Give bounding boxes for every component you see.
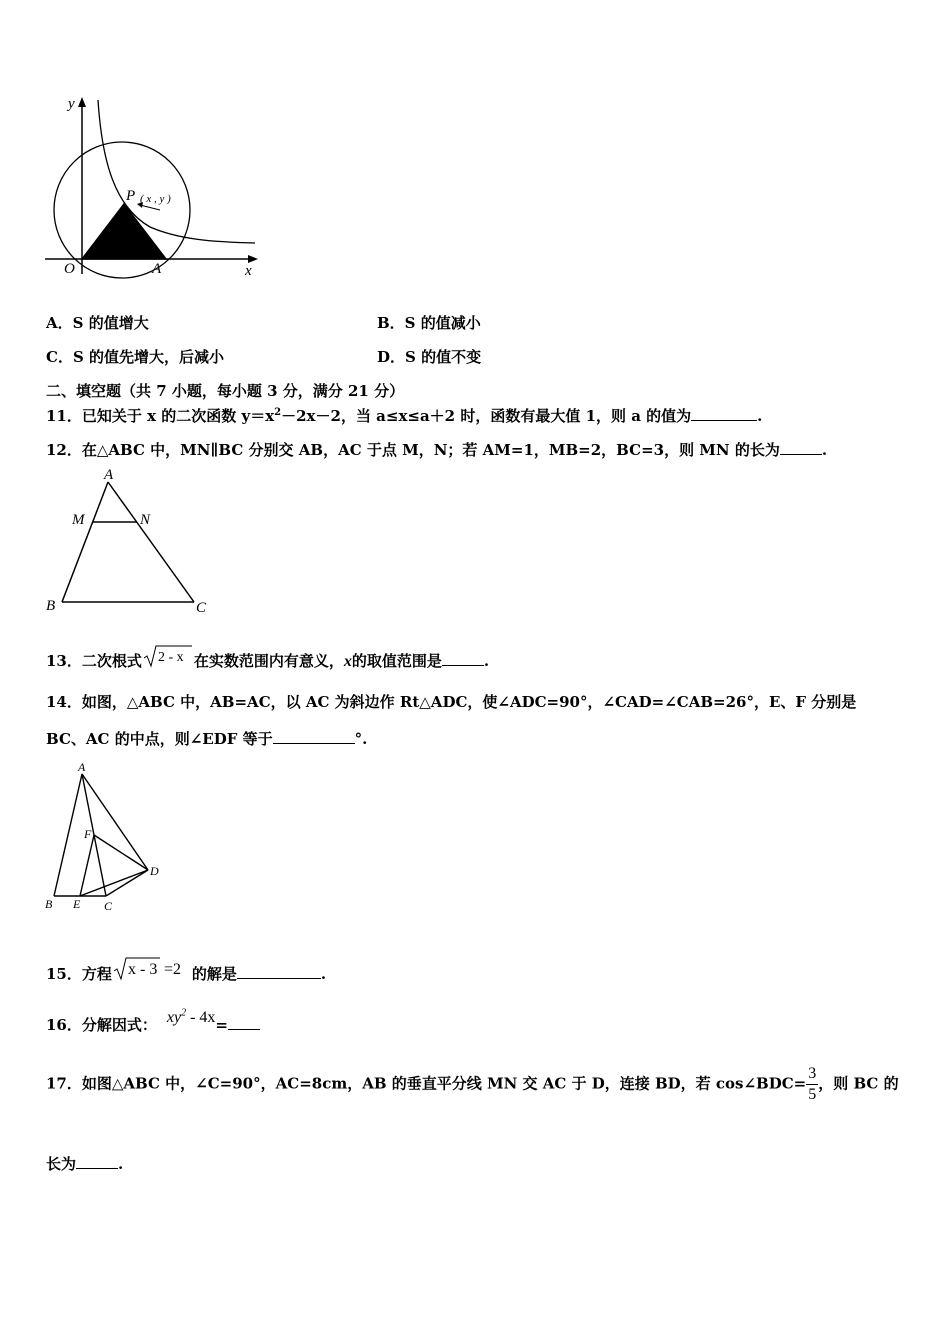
label-p-coords: ( x , y ) <box>140 193 171 205</box>
question-16 <box>46 1007 260 1035</box>
q16-equals: = <box>215 1016 228 1034</box>
label-b: B <box>46 598 56 614</box>
q14-figure <box>40 758 180 918</box>
q11-end: . <box>757 407 763 425</box>
q16-answer-blank[interactable] <box>228 1015 260 1030</box>
q10-figure <box>40 92 270 282</box>
side-ac <box>108 482 194 602</box>
segment-fd <box>94 835 148 870</box>
q16-text-1: 16．分解因式： <box>46 1016 157 1034</box>
q13-text-3: 的取值范围是 <box>351 652 442 670</box>
option-b: B．S 的值减小 <box>377 314 481 332</box>
question-17 <box>46 1064 899 1105</box>
q15-end: . <box>320 965 327 983</box>
q11-text-1: 11．已知关于 x 的二次函数 y＝x <box>46 407 275 425</box>
label-x: x <box>245 263 252 279</box>
label-m: M <box>72 512 85 528</box>
q15-equals: =2 <box>163 961 181 978</box>
q11-sup: 2 <box>274 407 282 418</box>
q13-answer-blank[interactable] <box>442 651 484 666</box>
label-a: A <box>152 261 162 277</box>
option-c: C．S 的值先增大，后减小 <box>46 348 224 366</box>
q15-radicand: x - 3 <box>127 961 158 978</box>
question-13 <box>46 644 489 671</box>
segment-ef <box>80 835 94 896</box>
side-ab <box>62 482 108 602</box>
q14-text-2: BC、AC 的中点，则∠EDF 等于 <box>46 730 273 748</box>
option-d: D．S 的值不变 <box>377 348 482 366</box>
q12-text: 12．在△ABC 中，MN∥BC 分别交 AB，AC 于点 M，N；若 AM=1，MB=2，BC=3，则 MN 的长为 <box>46 441 780 459</box>
q13-text-2: 在实数范围内有意义， <box>193 652 344 670</box>
q15-radical <box>112 955 192 983</box>
y-axis-arrow <box>78 97 86 107</box>
label-b: B <box>45 897 53 911</box>
label-f: F <box>84 827 92 841</box>
label-d: D <box>150 864 159 878</box>
q16-expr <box>167 1009 216 1026</box>
label-o: O <box>64 261 75 277</box>
label-a: A <box>78 760 86 774</box>
p-pointer <box>140 205 160 210</box>
question-15 <box>46 955 326 984</box>
question-14-line-2 <box>46 728 367 749</box>
label-n: N <box>140 512 151 528</box>
q17-frac-den: 5 <box>808 1086 817 1103</box>
q13-text-1: 13．二次根式 <box>46 652 142 670</box>
question-11 <box>46 405 762 426</box>
x-axis-arrow <box>248 255 258 263</box>
q17-end: . <box>118 1155 124 1173</box>
q13-radical <box>142 644 194 670</box>
q17-frac-num: 3 <box>806 1064 818 1085</box>
question-12 <box>46 439 827 460</box>
question-17-line-2 <box>46 1153 123 1174</box>
q17-text-1: 17．如图△ABC 中，∠C=90°，AC=8cm，AB 的垂直平分线 MN 交 AC 于 D，连接 BD，若 cos∠BDC= <box>46 1074 807 1093</box>
q16-expr-2: - 4x <box>186 1009 216 1026</box>
q12-figure <box>40 464 220 616</box>
q17-text-2: ，则 BC 的 <box>818 1074 899 1093</box>
q11-text-2: －2x－2，当 a≤x≤a＋2 时，函数有最大值 1，则 a 的值为 <box>281 407 692 425</box>
q17-fraction <box>806 1064 818 1105</box>
side-ab <box>54 774 82 896</box>
q12-answer-blank[interactable] <box>780 440 822 455</box>
q17-line-2-text: 长为 <box>46 1155 77 1173</box>
q12-end: . <box>821 441 828 459</box>
question-14-line-1: 14．如图，△ABC 中，AB=AC，以 AC 为斜边作 Rt△ADC，使∠ADC=90°，∠CAD=∠CAB=26°，E、F 分别是 <box>46 693 857 711</box>
label-c: C <box>104 899 113 913</box>
option-a: A．S 的值增大 <box>46 314 149 332</box>
q17-answer-blank[interactable] <box>76 1154 118 1169</box>
q15-answer-blank[interactable] <box>237 964 321 979</box>
section-heading: 二、填空题（共 7 小题，每小题 3 分，满分 21 分） <box>46 382 405 400</box>
q16-expr-1: xy <box>166 1009 182 1026</box>
q14-answer-blank[interactable] <box>273 729 355 744</box>
q14-end: °. <box>354 730 368 748</box>
q13-var: x <box>343 653 352 670</box>
q15-text-2: 的解是 <box>191 965 237 983</box>
label-y: y <box>68 96 75 112</box>
shaded-triangle <box>82 204 166 259</box>
label-c: C <box>196 600 207 616</box>
segment-ed <box>80 870 148 896</box>
q16-sup: 2 <box>181 1007 187 1019</box>
label-e: E <box>73 897 81 911</box>
q13-end: . <box>483 652 490 670</box>
q11-answer-blank[interactable] <box>691 406 757 421</box>
label-a: A <box>104 467 114 483</box>
q13-radicand: 2 - x <box>157 650 184 665</box>
q15-text-1: 15．方程 <box>46 965 112 983</box>
label-p: P <box>126 188 136 204</box>
